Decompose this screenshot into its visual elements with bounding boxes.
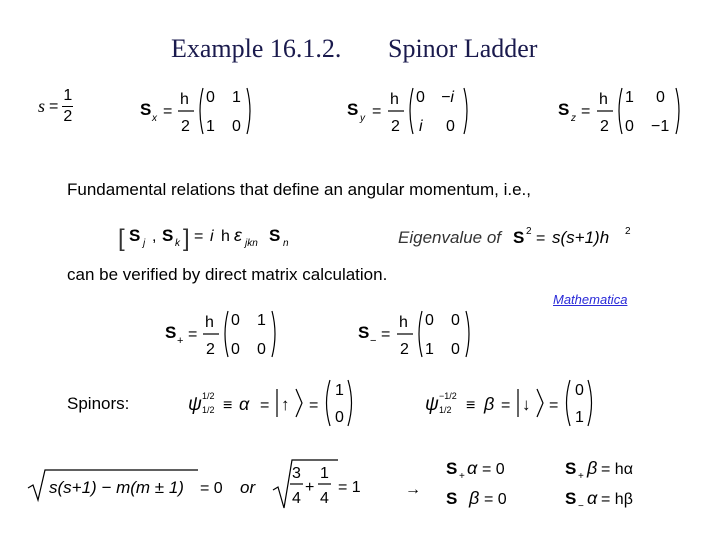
- comm-i: i: [210, 228, 214, 245]
- r2-sub: −: [578, 501, 584, 512]
- r2-greek: α: [587, 488, 598, 508]
- splus-m01: 1: [257, 312, 266, 329]
- sz-eq: =: [581, 103, 591, 120]
- verify-text: can be verified by direct matrix calculation.: [67, 265, 388, 284]
- beta-eq1: =: [501, 397, 511, 414]
- comm-eq: =: [194, 228, 204, 245]
- beta-lparen: [567, 380, 571, 426]
- comm-k: k: [175, 238, 180, 249]
- alpha-v1: 0: [335, 409, 344, 426]
- r1-greek: β: [587, 458, 598, 478]
- sx-m00: 0: [206, 89, 215, 106]
- sz-S: S: [558, 100, 570, 119]
- alpha-v0: 1: [335, 382, 344, 399]
- eigen-sq: 2: [526, 226, 532, 237]
- sqrt1-expr: s(s+1) − m(m ± 1): [49, 478, 184, 497]
- beta-greek: β: [484, 394, 495, 414]
- sy-m00: 0: [416, 89, 425, 106]
- sy-rparen: [464, 88, 467, 134]
- title-example: Example 16.1.2.: [171, 34, 342, 63]
- sy-m10: i: [419, 118, 423, 135]
- spinors-label: Spinors:: [67, 394, 130, 413]
- l1-sub: +: [459, 471, 465, 482]
- r1-rhs: = hα: [601, 461, 633, 478]
- sqrt-normalization: [28, 460, 421, 508]
- sx-two: 2: [181, 118, 190, 135]
- alpha-rparen: [348, 380, 352, 426]
- sminus-two: 2: [400, 341, 409, 358]
- sminus-lparen: [419, 311, 422, 357]
- sx-m01: 1: [232, 89, 241, 106]
- comm-j: j: [143, 238, 146, 249]
- sy-sub: y: [360, 113, 365, 124]
- sx-sub: x: [152, 113, 157, 124]
- sy-S: S: [347, 100, 359, 119]
- sqrt2-plus: +: [305, 479, 315, 496]
- beta-spinor: [425, 380, 592, 426]
- sminus-sub: −: [370, 335, 377, 347]
- comm-n: n: [283, 238, 289, 249]
- sqrt1-rhs: = 0: [200, 480, 223, 497]
- alpha-spinor: [188, 380, 352, 426]
- alpha-ket: ↑: [281, 395, 290, 414]
- sminus-m01: 0: [451, 312, 460, 329]
- sz-m01: 0: [656, 89, 665, 106]
- sz-lparen: [619, 88, 622, 134]
- splus-m00: 0: [231, 312, 240, 329]
- splus-h: h: [205, 314, 214, 331]
- sy-two: 2: [391, 118, 400, 135]
- beta-psi: ψ: [425, 394, 439, 415]
- eigen-h2: 2: [625, 226, 631, 237]
- alpha-lparen: [327, 380, 331, 426]
- sz-sub: z: [571, 113, 576, 124]
- alpha-eq2: =: [309, 397, 319, 414]
- sminus-m11: 0: [451, 341, 460, 358]
- sy-lparen: [410, 88, 413, 134]
- commutator-relation: [118, 225, 289, 252]
- ladder-actions: [446, 458, 633, 512]
- splus-two: 2: [206, 341, 215, 358]
- comm-Sj: S: [129, 226, 141, 245]
- sy-m01: −i: [441, 89, 454, 106]
- splus-sub: +: [177, 335, 184, 347]
- sqrt2-b-num: 1: [320, 465, 329, 482]
- sz-matrix-equation: [558, 88, 679, 135]
- sy-h: h: [390, 91, 399, 108]
- sminus-eq: =: [381, 326, 391, 343]
- alpha-equiv: ≡: [223, 397, 233, 414]
- sqrt2-rhs: = 1: [338, 479, 361, 496]
- splus-S: S: [165, 323, 177, 342]
- eigen-eq: =: [536, 230, 546, 247]
- spin-eq: =: [49, 97, 59, 115]
- sqrt2-a-den: 4: [292, 490, 301, 507]
- alpha-greek: α: [239, 394, 250, 414]
- beta-rparen: [588, 380, 592, 426]
- alpha-sup: 1/2: [202, 391, 215, 401]
- sminus-m00: 0: [425, 312, 434, 329]
- beta-sup: −1/2: [439, 391, 457, 401]
- spin-den: 2: [63, 108, 73, 125]
- r2-S: S: [565, 489, 577, 508]
- l2-S: S: [446, 489, 458, 508]
- eigen-S: S: [513, 228, 525, 247]
- spin-num: 1: [62, 86, 73, 107]
- sx-m11: 0: [232, 118, 241, 135]
- r1-S: S: [565, 459, 577, 478]
- alpha-psi: ψ: [188, 394, 202, 415]
- sy-eq: =: [372, 103, 382, 120]
- sy-matrix-equation: [347, 88, 467, 135]
- beta-v0: 0: [575, 382, 584, 399]
- comm-comma: ,: [152, 228, 157, 245]
- alpha-ket-angle: [296, 389, 302, 417]
- comm-h: h: [221, 228, 230, 245]
- l1-greek: α: [467, 458, 478, 478]
- splus-m10: 0: [231, 341, 240, 358]
- or-text: or: [240, 478, 256, 497]
- beta-ket-angle: [537, 389, 543, 417]
- sz-m11: −1: [651, 118, 670, 135]
- splus-eq: =: [188, 326, 198, 343]
- sx-rparen: [247, 88, 250, 134]
- comm-rb: ]: [183, 225, 190, 252]
- sx-matrix-equation: [140, 88, 250, 135]
- arrow-icon: →: [405, 481, 421, 498]
- comm-lb: [: [118, 225, 125, 252]
- beta-equiv: ≡: [466, 397, 476, 414]
- sx-m10: 1: [206, 118, 215, 135]
- sx-lparen: [200, 88, 203, 134]
- l1-rhs: = 0: [482, 461, 505, 478]
- fundamental-text: Fundamental relations that define an angular momentum, i.e.,: [67, 180, 531, 199]
- beta-ket: ↓: [522, 395, 531, 414]
- sx-S: S: [140, 100, 152, 119]
- sy-m11: 0: [446, 118, 455, 135]
- beta-eq2: =: [549, 397, 559, 414]
- l1-S: S: [446, 459, 458, 478]
- alpha-eq1: =: [260, 397, 270, 414]
- sminus-matrix-equation: [358, 311, 469, 358]
- r1-sub: +: [578, 471, 584, 482]
- sz-m10: 0: [625, 118, 634, 135]
- sminus-rparen: [466, 311, 469, 357]
- sz-rparen: [676, 88, 679, 134]
- title-spinor-ladder: Spinor Ladder: [388, 34, 538, 63]
- beta-sub: 1/2: [439, 405, 452, 415]
- r2-rhs: = hβ: [601, 491, 633, 508]
- beta-v1: 1: [575, 409, 584, 426]
- sminus-h: h: [399, 314, 408, 331]
- splus-matrix-equation: [165, 311, 275, 358]
- alpha-sub: 1/2: [202, 405, 215, 415]
- sz-m00: 1: [625, 89, 634, 106]
- sqrt2-b-den: 4: [320, 490, 329, 507]
- mathematica-link[interactable]: Mathematica: [553, 292, 628, 307]
- spin-var: s: [38, 96, 46, 116]
- l2-greek: β: [469, 488, 480, 508]
- eigenvalue-relation: [398, 226, 631, 247]
- sx-h: h: [180, 91, 189, 108]
- eigen-label: Eigenvalue of: [398, 228, 502, 247]
- sz-h: h: [599, 91, 608, 108]
- sqrt2-a-num: 3: [292, 465, 301, 482]
- splus-rparen: [272, 311, 275, 357]
- l2-rhs: = 0: [484, 491, 507, 508]
- splus-lparen: [225, 311, 228, 357]
- comm-jkn: jkn: [245, 238, 258, 249]
- sminus-S: S: [358, 323, 370, 342]
- sz-two: 2: [600, 118, 609, 135]
- comm-Sn: S: [269, 226, 281, 245]
- sx-eq: =: [163, 103, 173, 120]
- comm-eps: ε: [234, 225, 242, 245]
- sminus-m10: 1: [425, 341, 434, 358]
- comm-Sk: S: [162, 226, 174, 245]
- eigen-rhs: s(s+1)h: [552, 228, 610, 247]
- splus-m11: 0: [257, 341, 266, 358]
